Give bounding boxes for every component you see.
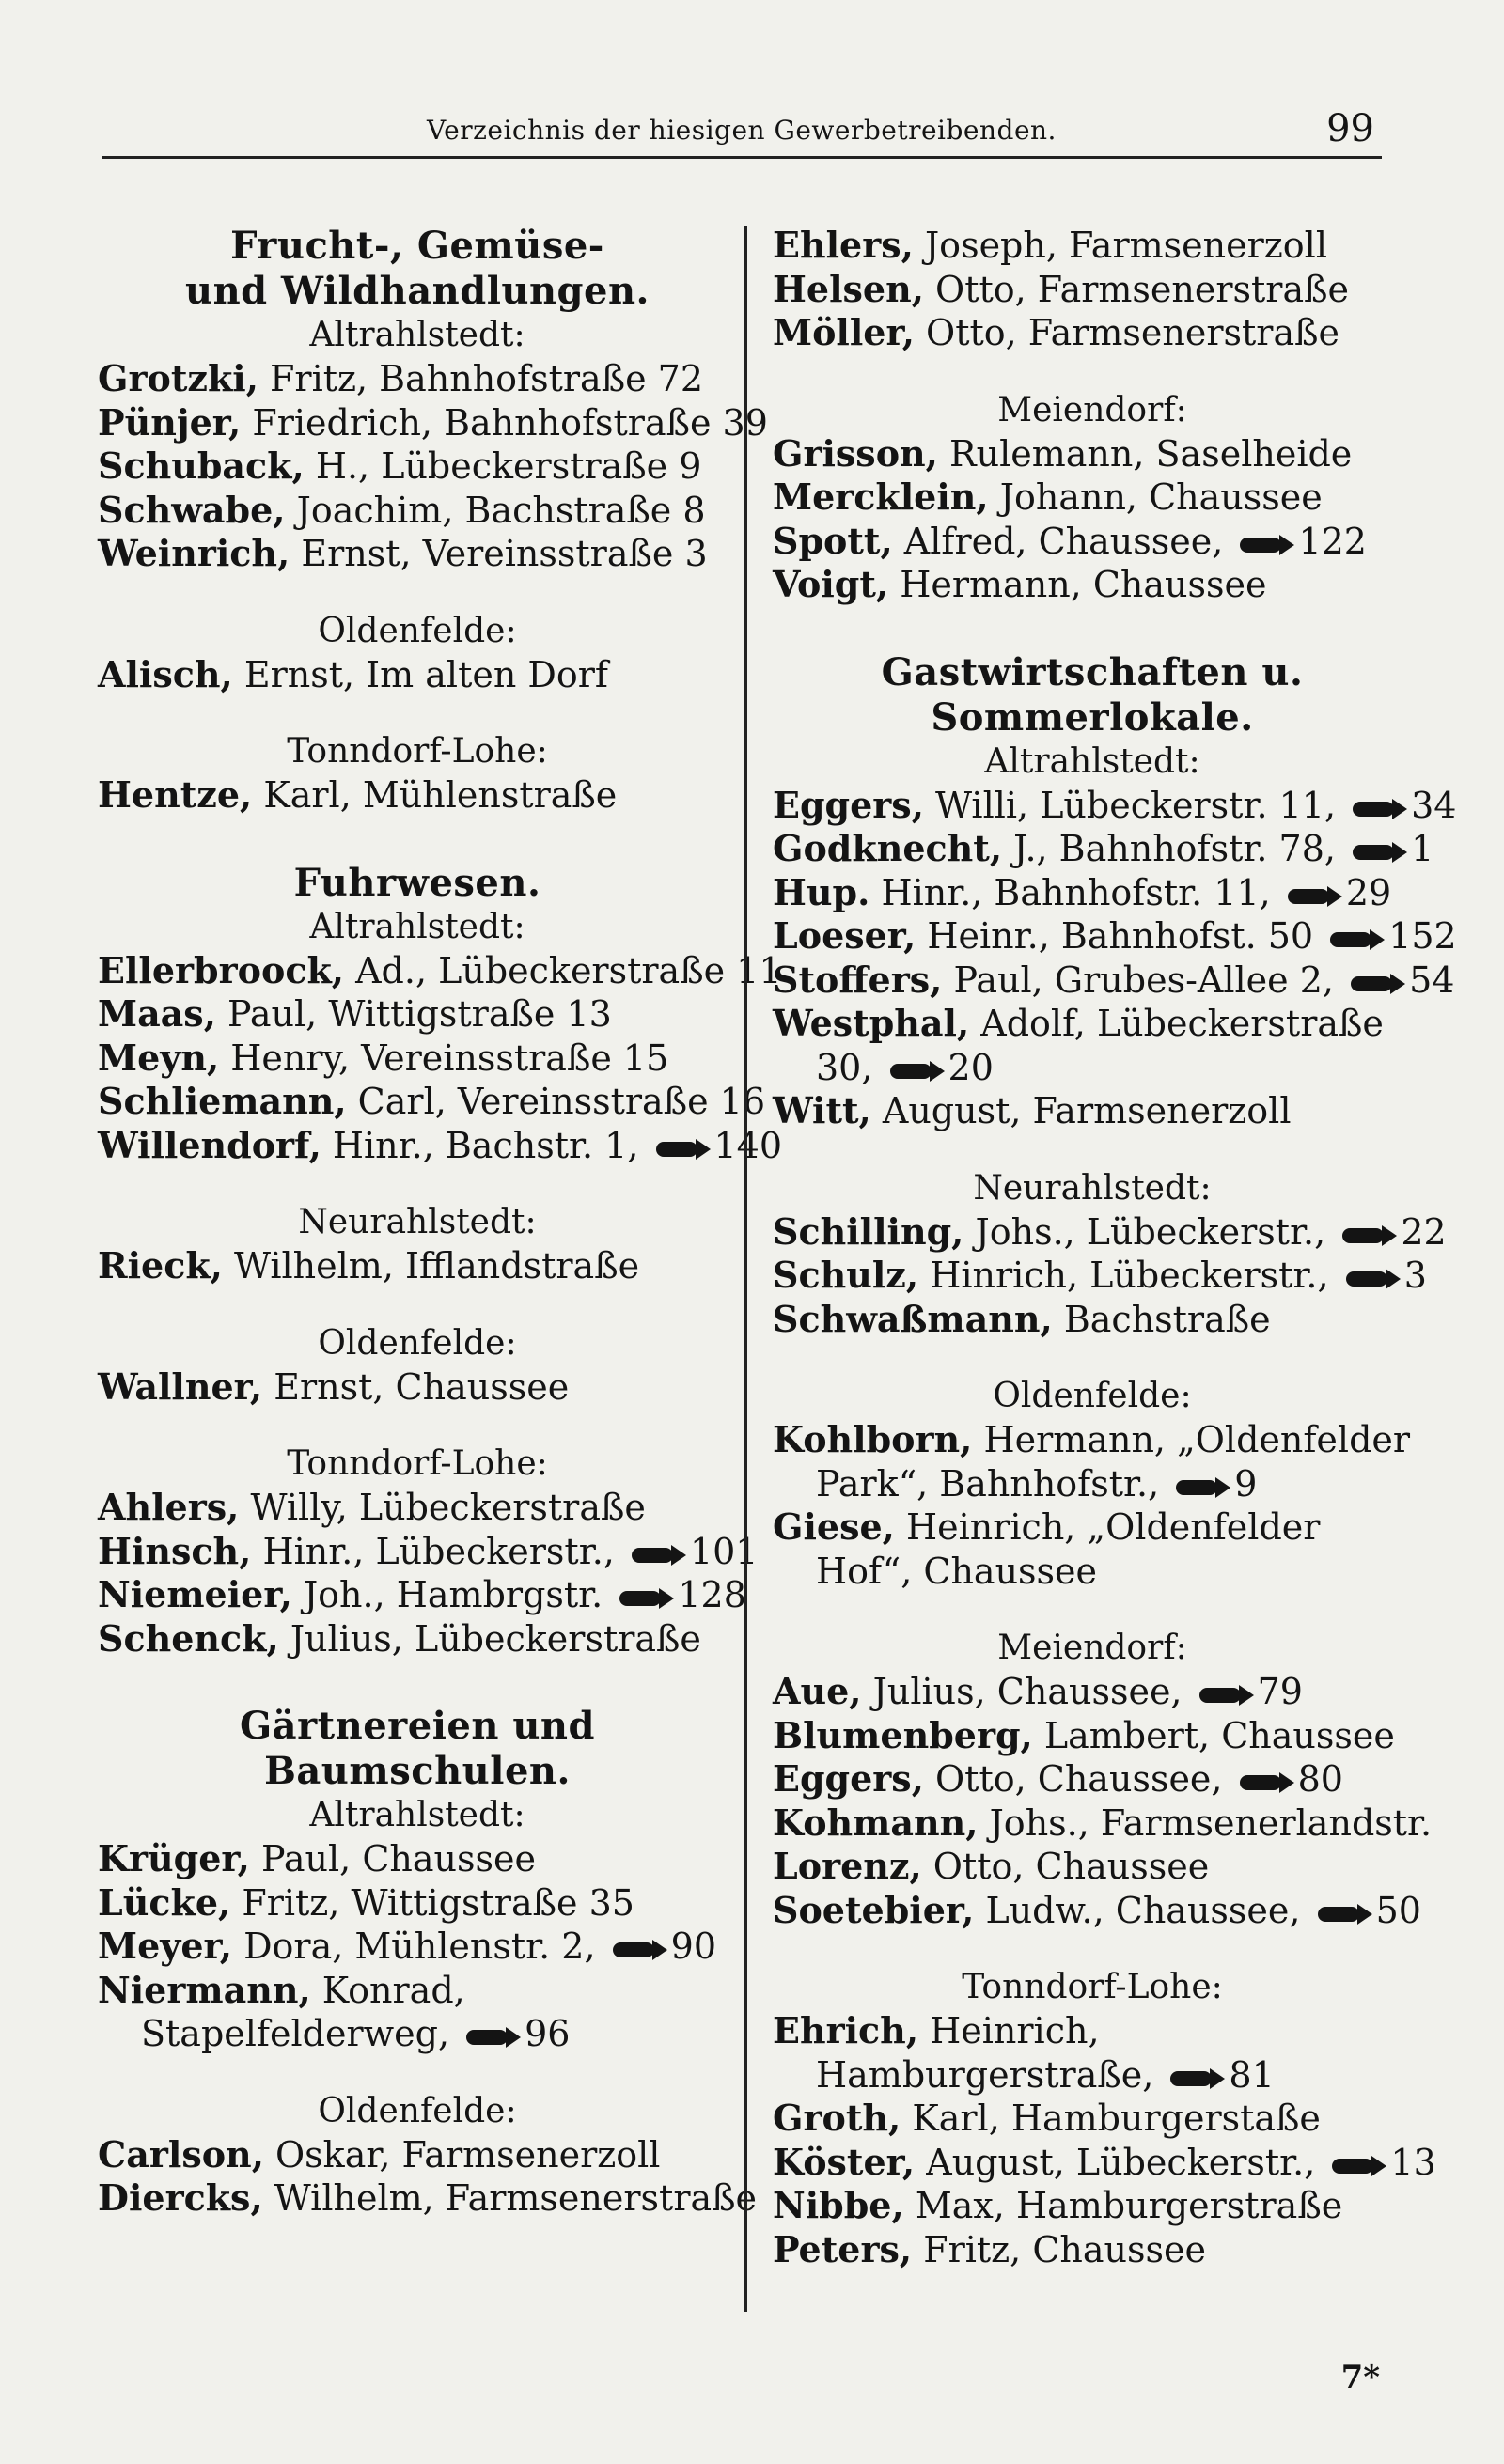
place-heading: Oldenfelde: <box>318 1323 517 1363</box>
entry-details: Fritz, Wittigstraße 35 <box>242 1881 634 1924</box>
entry-details: Johann, Chaussee <box>999 476 1323 518</box>
entry-name: Willendorf, <box>98 1123 321 1166</box>
telephone-number: 101 <box>689 1530 759 1572</box>
telephone-icon <box>1170 2068 1225 2089</box>
directory-entry <box>98 532 737 576</box>
telephone-icon <box>1240 535 1294 555</box>
entry-details: Alfred, Chaussee, <box>903 520 1224 562</box>
directory-entry <box>773 1254 1427 1298</box>
entry-name: Alisch, <box>98 652 233 695</box>
telephone-number: 3 <box>1403 1255 1427 1296</box>
entry-details: Bachstraße <box>1063 1298 1271 1340</box>
directory-entry <box>773 2228 1412 2272</box>
telephone-number: 128 <box>678 1574 746 1615</box>
entry-name: Schwabe, <box>98 488 286 531</box>
telephone-number: 81 <box>1229 2053 1275 2096</box>
entry-details: Hinr., Bachstr. 1, <box>332 1124 639 1166</box>
telephone-number: 140 <box>713 1124 783 1166</box>
directory-entry <box>98 1244 737 1288</box>
place-heading: Neurahlstedt: <box>298 1203 537 1241</box>
telephone-number: 96 <box>525 2013 571 2054</box>
entry-name: Carlson, <box>98 2132 264 2175</box>
directory-section <box>98 1704 758 2221</box>
entry-details: Heinrich, „Oldenfelder Hof“, Chaussee <box>816 1506 1321 1592</box>
entry-details: Julius, Lübeckerstraße <box>290 1617 701 1660</box>
telephone-number: 54 <box>1409 959 1455 1001</box>
right-column <box>773 224 1457 2271</box>
entry-details: Konrad, Stapelfelderweg, <box>141 1969 465 2054</box>
telephone-icon <box>613 1940 667 1960</box>
entry-details: Paul, Grubes-Allee 2, <box>953 959 1334 1001</box>
entry-details: Adolf, Lübeckerstraße 30, <box>816 1003 1384 1088</box>
entry-details: Otto, Farmsenerstraße <box>926 312 1340 353</box>
telephone-number: 29 <box>1345 871 1392 913</box>
telephone-icon <box>1318 1904 1372 1925</box>
column-divider <box>744 226 747 2312</box>
directory-entry <box>98 489 737 533</box>
entry-name: Blumenberg, <box>773 1713 1033 1756</box>
telephone-number: 50 <box>1375 1889 1421 1931</box>
section-title <box>98 1704 737 1794</box>
directory-entry <box>98 1573 746 1617</box>
directory-entry <box>773 2009 1412 2097</box>
entry-details: Willi, Lübeckerstr. 11, <box>935 784 1337 826</box>
telephone-icon <box>1346 1269 1401 1289</box>
directory-entry <box>773 1505 1412 1593</box>
directory-entry <box>773 563 1412 607</box>
entry-name: Aue, <box>773 1670 862 1712</box>
entry-name: Groth, <box>773 2097 901 2139</box>
section-title-line: und Wildhandlungen. <box>185 269 650 313</box>
entry-details: Lambert, Chaussee <box>1043 1714 1395 1756</box>
directory-entry <box>98 2176 758 2221</box>
entry-name: Grisson, <box>773 431 938 475</box>
entry-name: Niemeier, <box>98 1573 292 1615</box>
telephone-icon <box>632 1545 686 1566</box>
directory-entry <box>98 1037 737 1081</box>
entry-name: Ellerbroock, <box>98 948 345 991</box>
entry-details: Wilhelm, Ifflandstraße <box>233 1245 640 1287</box>
section-title <box>98 224 737 314</box>
directory-entry <box>773 783 1457 828</box>
place-heading: Oldenfelde: <box>318 2091 517 2130</box>
entry-details: Willy, Lübeckerstraße <box>250 1487 646 1528</box>
entry-details: Fritz, Chaussee <box>923 2228 1206 2270</box>
directory-entry <box>98 1486 737 1530</box>
entry-details: Karl, Hamburgerstaße <box>912 2098 1321 2139</box>
page-number: 99 <box>1326 107 1374 150</box>
place-heading: Oldenfelde: <box>993 1377 1192 1415</box>
entry-name: Lücke, <box>98 1880 231 1924</box>
entry-name: Stoffers, <box>773 958 943 1001</box>
directory-entry <box>773 958 1455 1003</box>
section-title-line: Fuhrwesen. <box>293 860 541 905</box>
place-heading: Oldenfelde: <box>318 611 517 650</box>
entry-name: Witt, <box>773 1089 871 1131</box>
running-header <box>102 107 1382 159</box>
place-heading: Meiendorf: <box>997 390 1187 429</box>
telephone-number: 80 <box>1297 1758 1343 1800</box>
place-heading: Altrahlstedt: <box>309 907 525 946</box>
directory-entry <box>98 444 737 489</box>
directory-entry <box>773 1757 1412 1801</box>
directory-entry <box>98 1080 765 1124</box>
directory-entry <box>98 948 782 993</box>
entry-details: Joachim, Bachstraße 8 <box>296 489 706 531</box>
entry-name: Peters, <box>773 2227 913 2270</box>
place-heading: Tonndorf-Lohe: <box>287 732 548 771</box>
directory-entry <box>98 1529 759 1574</box>
directory-section <box>98 860 783 1661</box>
directory-entry <box>98 1925 737 1969</box>
entry-name: Schuback, <box>98 444 305 487</box>
section-title-line: Gärtnereien und Baumschulen. <box>240 1704 595 1793</box>
entry-name: Grotzki, <box>98 357 258 399</box>
entry-details: Paul, Chaussee <box>261 1838 536 1879</box>
entry-name: Loeser, <box>773 914 916 957</box>
telephone-number: 122 <box>1298 520 1367 562</box>
place-heading: Neurahlstedt: <box>973 1168 1212 1208</box>
entry-name: Ahlers, <box>98 1486 240 1528</box>
directory-entry <box>773 1670 1412 1714</box>
entry-details: Fritz, Bahnhofstraße 72 <box>270 358 704 399</box>
entry-details: Ernst, Vereinsstraße 3 <box>301 533 708 574</box>
directory-entry <box>773 827 1434 871</box>
directory-entry <box>773 268 1412 312</box>
entry-details: Joseph, Farmsenerzoll <box>924 225 1327 266</box>
directory-entry <box>773 2097 1412 2141</box>
directory-entry <box>773 1801 1433 1846</box>
entry-details: Hinr., Bahnhofstr. 11, <box>881 871 1271 913</box>
entry-name: Schwaßmann, <box>773 1297 1053 1340</box>
entry-details: Ernst, Im alten Dorf <box>243 653 608 695</box>
entry-name: Soetebier, <box>773 1888 975 1931</box>
directory-entry <box>773 1845 1412 1889</box>
directory-entry <box>773 1209 1447 1255</box>
entry-name: Westphal, <box>773 1002 970 1044</box>
entry-name: Meyn, <box>98 1036 220 1079</box>
entry-name: Kohmann, <box>773 1801 979 1844</box>
entry-details: Hermann, „Oldenfelder Park“, Bahnhofstr., <box>816 1419 1411 1505</box>
telephone-number: 79 <box>1257 1671 1303 1712</box>
entry-details: Otto, Chaussee <box>932 1846 1210 1887</box>
place-heading: Tonndorf-Lohe: <box>287 1444 548 1483</box>
entry-name: Mercklein, <box>773 476 989 518</box>
telephone-icon <box>890 1061 945 1082</box>
directory-entry <box>773 2184 1412 2228</box>
directory-entry <box>98 1881 737 1926</box>
entry-name: Ehrich, <box>773 2009 919 2051</box>
directory-entry <box>98 1837 737 1881</box>
directory-entry <box>98 1123 783 1168</box>
entry-details: Paul, Wittigstraße 13 <box>227 993 612 1035</box>
entry-name: Eggers, <box>773 783 924 826</box>
telephone-number: 13 <box>1390 2141 1436 2183</box>
telephone-icon <box>1240 1772 1294 1793</box>
entry-name: Helsen, <box>773 267 924 310</box>
telephone-number: 9 <box>1234 1462 1258 1505</box>
entry-name: Nibbe, <box>773 2184 904 2226</box>
place-heading: Tonndorf-Lohe: <box>962 1968 1223 2006</box>
directory-entry <box>773 1298 1412 1342</box>
directory-entry <box>773 224 1412 268</box>
directory-entry <box>98 2133 737 2177</box>
place-heading: Meiendorf: <box>997 1629 1187 1667</box>
directory-entry <box>773 1002 1412 1089</box>
entry-details: Max, Hamburgerstraße <box>915 2185 1343 2226</box>
entry-details: Hermann, Chaussee <box>900 564 1267 605</box>
directory-entry <box>773 1714 1412 1758</box>
directory-entry <box>98 992 737 1037</box>
entry-details: Otto, Chaussee, <box>935 1758 1223 1800</box>
telephone-number: 20 <box>948 1046 994 1088</box>
entry-details: Ernst, Chaussee <box>274 1365 570 1408</box>
entry-details: Heinr., Bahnhofst. 50 <box>927 915 1314 957</box>
entry-details: Hinrich, Lübeckerstr., <box>930 1255 1329 1296</box>
directory-entry <box>773 520 1412 564</box>
telephone-number: 1 <box>1411 828 1434 869</box>
entry-details: Ad., Lübeckerstraße 11 <box>355 949 782 991</box>
entry-name: Schilling, <box>773 1209 964 1253</box>
directory-section <box>773 224 1412 607</box>
directory-entry <box>98 1365 737 1410</box>
entry-details: Joh., Hambrgstr. <box>303 1574 603 1615</box>
telephone-icon <box>1353 842 1407 863</box>
entry-name: Lorenz, <box>773 1845 922 1887</box>
entry-name: Rieck, <box>98 1244 223 1287</box>
entry-name: Meyer, <box>98 1925 232 1967</box>
entry-details: Julius, Chaussee, <box>872 1671 1183 1712</box>
entry-name: Pünjer, <box>98 400 242 444</box>
place-heading: Altrahlstedt: <box>309 1796 525 1834</box>
telephone-icon <box>1342 1225 1397 1246</box>
directory-entry <box>98 1617 737 1661</box>
directory-entry <box>773 871 1412 915</box>
directory-entry <box>773 432 1412 476</box>
entry-name: Niermann, <box>98 1968 311 2011</box>
entry-details: J., Bahnhofstr. 78, <box>1013 828 1336 869</box>
telephone-icon <box>1288 886 1342 907</box>
entry-name: Möller, <box>773 311 915 353</box>
entry-details: Johs., Farmsenerlandstr. <box>989 1801 1433 1844</box>
entry-details: Karl, Mühlenstraße <box>263 774 618 816</box>
entry-details: August, Farmsenerzoll <box>882 1090 1292 1131</box>
entry-details: Ludw., Chaussee, <box>985 1889 1301 1931</box>
directory-entry <box>98 773 737 818</box>
entry-name: Voigt, <box>773 563 889 605</box>
entry-name: Spott, <box>773 519 893 562</box>
entry-name: Hentze, <box>98 773 253 816</box>
entry-details: August, Lübeckerstr., <box>926 2141 1316 2183</box>
directory-entry <box>773 476 1412 520</box>
entry-name: Schulz, <box>773 1254 919 1296</box>
directory-entry <box>98 653 737 697</box>
section-title-line: Frucht-, Gemüse- <box>230 224 604 268</box>
telephone-icon <box>1199 1685 1254 1706</box>
entry-details: Rulemann, Saselheide <box>949 432 1353 475</box>
entry-details: Johs., Lübeckerstr., <box>975 1210 1326 1253</box>
directory-entry <box>773 1089 1412 1133</box>
header-title: Verzeichnis der hiesigen Gewerbetreibenden. <box>427 115 1057 146</box>
telephone-number: 22 <box>1401 1210 1447 1253</box>
entry-name: Hup. <box>773 870 870 913</box>
telephone-icon <box>619 1588 674 1609</box>
directory-entry <box>773 2140 1436 2185</box>
entry-name: Diercks, <box>98 2176 263 2219</box>
entry-name: Weinrich, <box>98 532 290 574</box>
entry-details: Heinrich, Hamburgerstraße, <box>816 2010 1154 2096</box>
telephone-icon <box>1176 1477 1230 1498</box>
directory-entry <box>98 400 768 445</box>
entry-name: Kohlborn, <box>773 1418 973 1460</box>
place-heading: Altrahlstedt: <box>309 316 525 354</box>
entry-details: Dora, Mühlenstr. 2, <box>243 1926 596 1967</box>
left-column <box>98 224 783 2221</box>
section-title <box>773 650 1412 741</box>
place-heading: Altrahlstedt: <box>984 741 1200 781</box>
telephone-number: 34 <box>1411 784 1457 826</box>
entry-name: Ehlers, <box>773 224 914 266</box>
telephone-icon <box>466 2027 521 2048</box>
entry-name: Schenck, <box>98 1616 279 1660</box>
telephone-number: 90 <box>670 1926 717 1967</box>
entry-details: H., Lübeckerstraße 9 <box>315 445 702 487</box>
telephone-icon <box>1353 799 1407 819</box>
directory-entry <box>773 311 1412 355</box>
directory-entry <box>98 1969 737 2056</box>
entry-details: Hinr., Lübeckerstr., <box>262 1530 615 1572</box>
telephone-number: 152 <box>1388 915 1457 957</box>
entry-name: Maas, <box>98 992 216 1035</box>
directory-entry <box>773 1418 1412 1505</box>
section-title <box>98 861 737 906</box>
directory-section <box>773 649 1457 2272</box>
telephone-icon <box>1351 974 1405 994</box>
entry-name: Godknecht, <box>773 827 1003 869</box>
directory-entry <box>773 914 1457 959</box>
entry-details: Oskar, Farmsenerzoll <box>275 2133 661 2175</box>
entry-name: Schliemann, <box>98 1080 347 1122</box>
entry-name: Krüger, <box>98 1837 250 1879</box>
telephone-icon <box>656 1139 711 1160</box>
directory-entry <box>773 1888 1421 1933</box>
directory-entry <box>98 357 737 401</box>
section-title-line: Gastwirtschaften u. Sommerlokale. <box>881 649 1304 740</box>
directory-section <box>98 224 768 818</box>
entry-name: Wallner, <box>98 1365 263 1408</box>
entry-details: Carl, Vereinsstraße 16 <box>357 1081 765 1122</box>
entry-name: Hinsch, <box>98 1529 252 1572</box>
telephone-icon <box>1330 929 1385 950</box>
entry-details: Friedrich, Bahnhofstraße 39 <box>252 401 768 444</box>
entry-details: Henry, Vereinsstraße 15 <box>230 1037 669 1079</box>
entry-name: Giese, <box>773 1505 895 1548</box>
entry-name: Köster, <box>773 2140 916 2183</box>
telephone-icon <box>1332 2156 1386 2176</box>
entry-details: Otto, Farmsenerstraße <box>935 268 1349 310</box>
entry-details: Wilhelm, Farmsenerstraße <box>274 2177 758 2219</box>
signature-mark: 7* <box>1340 2359 1380 2396</box>
entry-name: Eggers, <box>773 1757 924 1800</box>
